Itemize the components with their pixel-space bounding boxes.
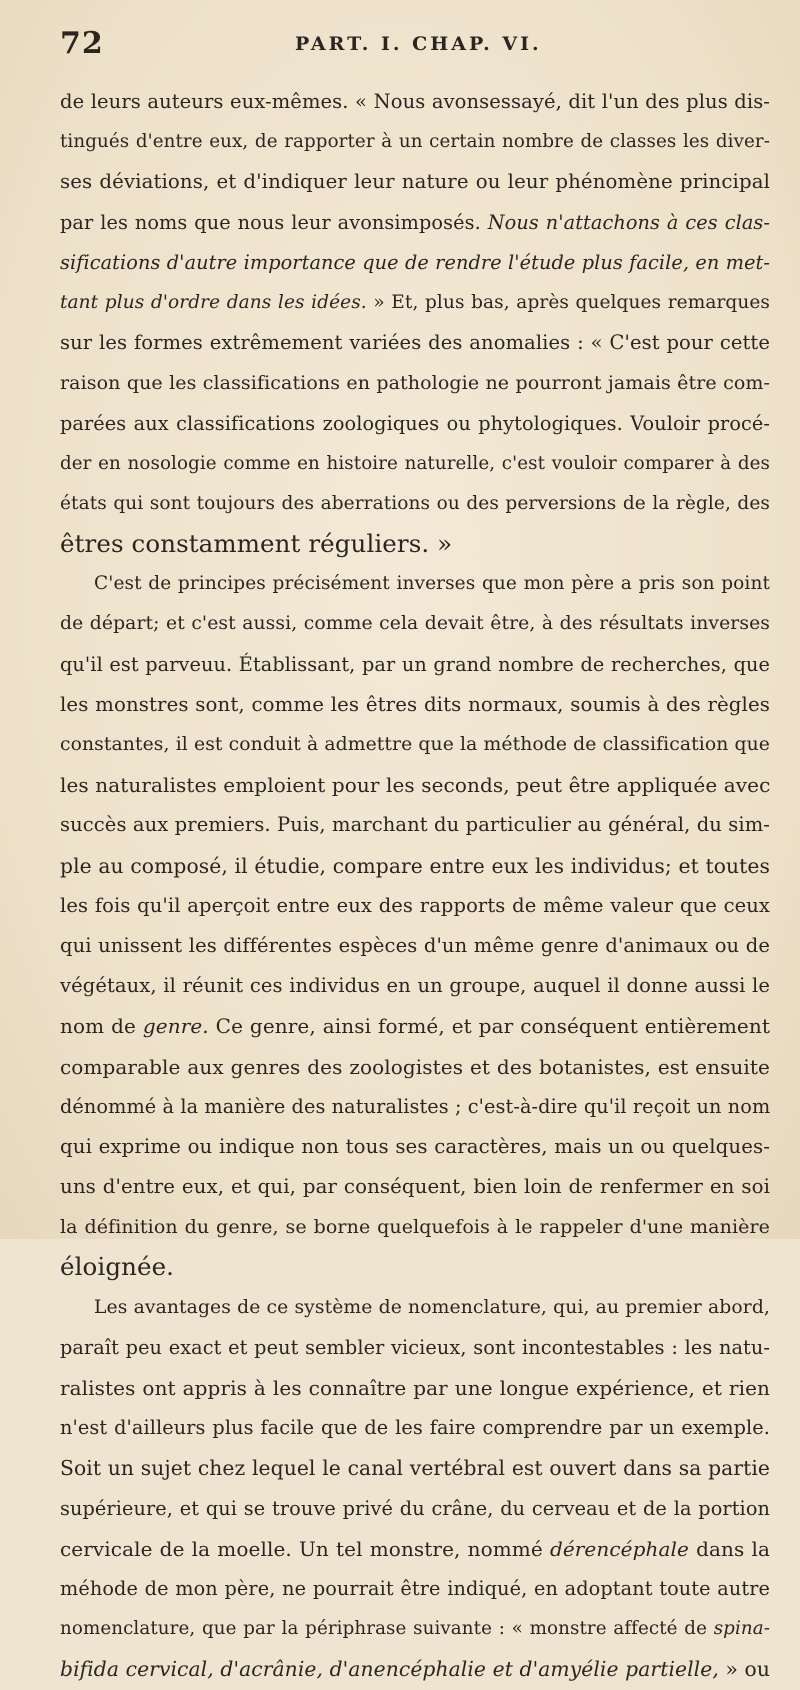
line-text: êtres constamment réguliers. » xyxy=(60,529,453,559)
text-line xyxy=(60,1207,770,1247)
text-line xyxy=(60,243,770,283)
text-line xyxy=(60,1167,770,1207)
page-header xyxy=(60,20,760,60)
text-line xyxy=(60,1489,770,1529)
text-line xyxy=(60,1368,770,1408)
line-text: parées aux classifications zoologiques ou phytologiques. Vouloir procé- xyxy=(60,411,770,435)
line-text: der en nosologie comme en histoire naturelle, c'est vouloir comparer à des xyxy=(60,452,770,474)
text-line xyxy=(60,846,770,886)
text-line xyxy=(60,886,770,926)
line-text: Les avantages de ce système de nomenclature, qui, au premier abord, xyxy=(94,1296,770,1318)
text-line xyxy=(60,765,770,805)
line-text: les fois qu'il aperçoit entre eux des rapports de même valeur que ceux xyxy=(60,893,770,917)
line-text: dénommé à la manière des naturalistes ; c'est-à-dire qu'il reçoit un nom xyxy=(60,1094,771,1118)
italic-text: bifida cervical, d'acrânie, d'anencéphalie et d'amyélie partielle, xyxy=(60,1657,719,1682)
text-line xyxy=(60,283,770,323)
text-line xyxy=(60,1569,770,1609)
italic-text: genre. xyxy=(142,1014,209,1039)
text-line xyxy=(60,1609,770,1649)
line-text: cervicale de la moelle. Un tel monstre, nommé xyxy=(60,1536,550,1561)
text-line xyxy=(60,363,770,403)
line-text: la définition du genre, se borne quelquefois à le rappeler d'une manière xyxy=(60,1216,770,1239)
line-text: supérieure, et qui se trouve privé du crâne, du cerveau et de la portion xyxy=(60,1496,770,1520)
line-text: méhode de mon père, ne pourrait être indiqué, en adoptant toute autre xyxy=(60,1576,770,1600)
line-text: n'est d'ailleurs plus facile que de les faire comprendre par un exemple. xyxy=(60,1416,770,1440)
text-line xyxy=(60,122,770,162)
italic-text: sifications d'autre importance que de rendre l'étude plus facile, en met- xyxy=(60,250,770,274)
line-text: états qui sont toujours des aberrations ou des perversions de la règle, des xyxy=(60,492,770,514)
text-line xyxy=(60,1288,770,1328)
running-head: PART. I. CHAP. VI. xyxy=(295,33,542,55)
text-line xyxy=(60,404,770,444)
line-text: paraît peu exact et peut sembler vicieux, sont incontestables : les natu- xyxy=(60,1335,770,1359)
text-line xyxy=(60,203,770,243)
line-text: ralistes ont appris à les connaître par une longue expérience, et rien xyxy=(60,1376,770,1400)
line-text: comparable aux genres des zoologistes et des botanistes, est ensuite xyxy=(60,1054,770,1079)
italic-text: Nous n'attachons à ces clas- xyxy=(487,210,770,234)
line-text: dans la xyxy=(688,1536,770,1561)
text-line xyxy=(60,685,770,725)
line-text: » Et, plus bas, après quelques remarques xyxy=(366,291,771,313)
text-line xyxy=(60,524,770,564)
line-text: ses déviations, et d'indiquer leur nature ou leur phénomène principal xyxy=(60,170,770,194)
text-line xyxy=(60,926,770,966)
line-text: nomenclature, que par la périphrase suivante : « monstre affecté de xyxy=(60,1618,714,1640)
text-line xyxy=(60,82,770,122)
text-line xyxy=(60,805,770,845)
text-line xyxy=(60,1328,770,1368)
text-line xyxy=(60,1529,770,1569)
italic-text: tant plus d'ordre dans les idées. xyxy=(60,291,367,313)
line-text: végétaux, il réunit ces individus en un groupe, auquel il donne aussi le xyxy=(60,974,770,998)
page-number: 72 xyxy=(60,26,104,61)
text-line xyxy=(60,645,770,685)
line-text: qui exprime ou indique non tous ses caractères, mais un ou quelques- xyxy=(60,1134,770,1158)
text-line xyxy=(60,1047,770,1087)
line-text: succès aux premiers. Puis, marchant du particulier au général, du sim- xyxy=(60,813,770,837)
line-text: les monstres sont, comme les êtres dits normaux, soumis à des règles xyxy=(60,692,770,716)
text-line xyxy=(60,1649,770,1689)
text-line xyxy=(60,725,770,765)
line-text: Soit un sujet chez lequel le canal vertébral est ouvert dans sa partie xyxy=(60,1456,770,1481)
line-text: uns d'entre eux, et qui, par conséquent, bien loin de renfermer en soi xyxy=(60,1175,770,1199)
line-text: sur les formes extrêmement variées des anomalies : « C'est pour cette xyxy=(60,331,770,355)
text-line xyxy=(60,564,770,604)
text-line xyxy=(60,1247,770,1287)
line-text: constantes, il est conduit à admettre que la méthode de classification que xyxy=(60,734,770,755)
line-text: tingués d'entre eux, de rapporter à un certain nombre de classes les diver- xyxy=(60,131,770,153)
line-text: C'est de principes précisément inverses que mon père a pris son point xyxy=(94,573,770,595)
text-line xyxy=(60,162,770,202)
line-text: les naturalistes emploient pour les seconds, peut être appliquée avec xyxy=(60,773,771,798)
text-line xyxy=(60,323,770,363)
line-text: de leurs auteurs eux-mêmes. « Nous avonsessayé, dit l'un des plus dis- xyxy=(60,90,770,113)
line-text: Ce genre, ainsi formé, et par conséquent entièrement xyxy=(208,1014,770,1039)
text-line xyxy=(60,1006,770,1046)
italic-text: dérencéphale xyxy=(549,1536,689,1561)
text-line xyxy=(60,1408,770,1448)
line-text: par les noms que nous leur avonsimposés. xyxy=(60,210,488,234)
text-line xyxy=(60,1448,770,1488)
body-text xyxy=(60,82,770,1690)
text-line xyxy=(60,484,770,524)
line-text: nom de xyxy=(60,1014,143,1039)
line-text: de départ; et c'est aussi, comme cela devait être, à des résultats inverses xyxy=(60,613,770,635)
text-line xyxy=(60,444,770,484)
line-text: raison que les classifications en pathologie ne pourront jamais être com- xyxy=(60,372,770,395)
text-line xyxy=(60,966,770,1006)
italic-text: spina- xyxy=(713,1618,770,1640)
line-text: qu'il est parveuu. Établissant, par un grand nombre de recherches, que xyxy=(60,652,770,676)
text-line xyxy=(60,1127,770,1167)
line-text: ple au composé, il étudie, compare entre eux les individus; et toutes xyxy=(60,853,770,878)
text-line xyxy=(60,604,770,644)
line-text: éloignée. xyxy=(60,1252,175,1282)
text-line xyxy=(60,1087,770,1127)
line-text: » ou xyxy=(718,1657,770,1682)
line-text: qui unissent les différentes espèces d'un même genre d'animaux ou de xyxy=(60,933,770,957)
